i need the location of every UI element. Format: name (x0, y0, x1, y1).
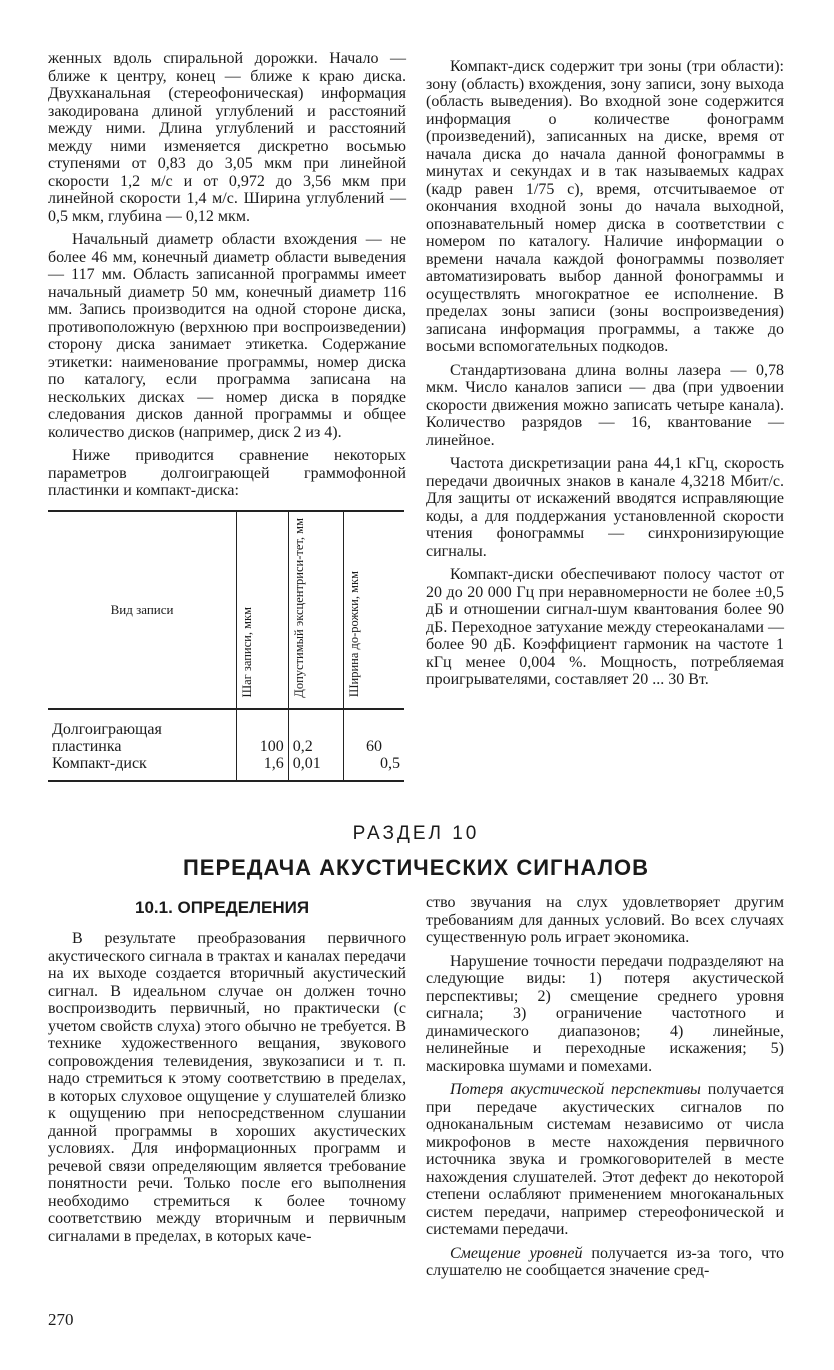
subsection-title: 10.1. ОПРЕДЕЛЕНИЯ (135, 898, 310, 918)
cell-track-width: 60 (343, 709, 404, 755)
section-title: ПЕРЕДАЧА АКУСТИЧЕСКИХ СИГНАЛОВ (182, 855, 649, 881)
paragraph (426, 1081, 784, 1239)
comparison-table (48, 510, 404, 783)
paragraph-text: получается из-за того, что слушателю не сообщается значение сред- (426, 1244, 784, 1280)
header-eccentricity: Допустимый эксцентриси-тет, мм (291, 517, 306, 698)
top-right-column (426, 50, 784, 695)
cell-eccentricity: 0,01 (288, 755, 343, 781)
top-left-column (48, 50, 406, 782)
paragraph: Нарушение точности передачи подразделяют на следующие виды: 1) потеря акустической перспективы; 2) смещение среднего уровня сигнала; 3) ограничение частотного и динамического диапазонов; 4) линейные, нелинейные и переходные искажения; 5) маскировка шумами и помехами. (426, 952, 784, 1075)
table-row (48, 755, 404, 781)
paragraph: Начальный диаметр области вхождения — не более 46 мм, конечный диаметр области выведения — 117 мм. Область записанной программы имеет начальный диаметр 50 мм, конечный диаметр 116 мм. Запись производится на одной стороне диска, противоположную (верхнюю при воспроизведении) сторону диска занимает этикетка. Содержание этикетки: наименование программы, номер диска по каталогу, если программа записана на нескольких дисках — номер диска в порядке следования дисков данной программы и общее количество дисков (например, диск 2 из 4). (48, 231, 406, 441)
cell-type: Компакт-диск (52, 755, 147, 773)
paragraph: Стандартизована длина волны лазера — 0,78 мкм. Число каналов записи — два (при удвоении скорости движения можно записать четыре канала). Количество разрядов — 16, квантование — линейное. (426, 361, 784, 449)
table-row (48, 709, 404, 755)
term: Смещение уровней (450, 1244, 583, 1262)
cell-type: Долгоиграющая пластинка (52, 721, 162, 756)
paragraph: Компакт-диски обеспечивают полосу частот от 20 до 20 000 Гц при неравномерности не более ±0,5 дБ и отношении сигнал-шум квантования более 90 дБ. Переходное затухание между стереоканалами — более 90 дБ. Коэффициент гармоник на частоте 1 кГц менее 0,004 %. Мощность, потребляемая проигрывателями, составляет 20 ... 30 Вт. (426, 566, 784, 688)
bottom-left-column (48, 894, 406, 1251)
section-label: РАЗДЕЛ 10 (352, 823, 480, 845)
top-section (48, 50, 784, 782)
paragraph: Частота дискретизации рана 44,1 кГц, скорость передачи двоичных знаков в канале 4,3218 Мбит/с. Для защиты от искажений вводятся исправляющие коды, а для поддержания установленной скорости чтения фонограммы — синхронизирующие сигналы. (426, 455, 784, 560)
header-pitch: Шаг записи, мкм (240, 606, 255, 698)
paragraph: Компакт-диск содержит три зоны (три области): зону (область) вхождения, зону записи, зону выхода (область выведения). Во входной зоне содержится информация о количестве фонограмм (произведений), записанных на диске, время от начала диска до начала данной фонограммы в минутах и секундах и в так называемых кадрах (кадр равен 1/75 с), время, отсчитываемое от окончания входной зоны до начала выходной, опознавательный номер диска в соответствии с номером по каталогу. Наличие информации о времени начала каждой фонограммы позволяет автоматизировать выбор данной фонограммы и осуществлять многократное ее исполнение. В пределах зоны записи (зоны воспроизведения) записана информация программы, а также до восьми вспомогательных подкодов. (426, 58, 784, 355)
header-track-width: Ширина до-рожки, мкм (346, 571, 361, 698)
header-record-type: Вид записи (110, 602, 174, 618)
paragraph: женных вдоль спиральной дорожки. Начало — ближе к центру, конец — ближе к краю диска. Двухканальная (стереофоническая) информация закодирована длиной углублений и расстояний между ними. Длина углублений и расстояний между ними изменяется дискретно восьмью ступенями от 0,83 до 3,05 мкм при линейной скорости 1,2 м/с и от 0,972 до 3,56 мкм при линейной скорости 1,4 м/с. Ширина углублений — 0,5 мкм, глубина — 0,12 мкм. (48, 50, 406, 225)
cell-pitch: 1,6 (237, 755, 289, 781)
page-number: 270 (48, 1309, 74, 1329)
cell-track-width: 0,5 (343, 755, 404, 781)
cell-eccentricity: 0,2 (288, 709, 343, 755)
bottom-right-column (426, 894, 784, 1286)
paragraph (426, 1245, 784, 1280)
cell-pitch: 100 (237, 709, 289, 755)
table-header-row (48, 511, 404, 710)
bottom-section (48, 894, 784, 1286)
paragraph-text: получается при передаче акустических сигналов по одноканальным системам независимо от числа микрофонов в месте нахождения первичного источника звука и громкоговорителей в месте нахождения слушателей. Этот дефект до некоторой степени ослабляют применением многоканальных систем передачи, например стереофонической и системами передачи. (426, 1081, 784, 1239)
term: Потеря акустической перспективы (450, 1081, 701, 1099)
paragraph: ство звучания на слух удовлетворяет другим требованиям для данных условий. Во всех случаях существенную роль играет экономика. (426, 894, 784, 947)
paragraph: В результате преобразования первичного акустического сигнала в трактах и каналах передачи на их выходе создается вторичный акустический сигнал. В идеальном случае он должен точно воспроизводить первичный, но практически (с учетом свойств слуха) этого обычно не требуется. В технике художественного вещания, звукового сопровождения телевидения, звукозаписи и т. п. надо стремиться к этому соответствию в пределах, в которых слуховое ощущение у слушателей близко к ощущению при непосредственном слушании данной программы в хороших акустических условиях. Для информационных программ и речевой связи определяющим является требование понятности речи. Только после его выполнения необходимо стремиться к более точному соответствию между вторичным и первичным сигналами в пределах, в которых каче- (48, 930, 406, 1245)
paragraph: Ниже приводится сравнение некоторых параметров долгоиграющей граммофонной пластинки и компакт-диска: (48, 447, 406, 499)
